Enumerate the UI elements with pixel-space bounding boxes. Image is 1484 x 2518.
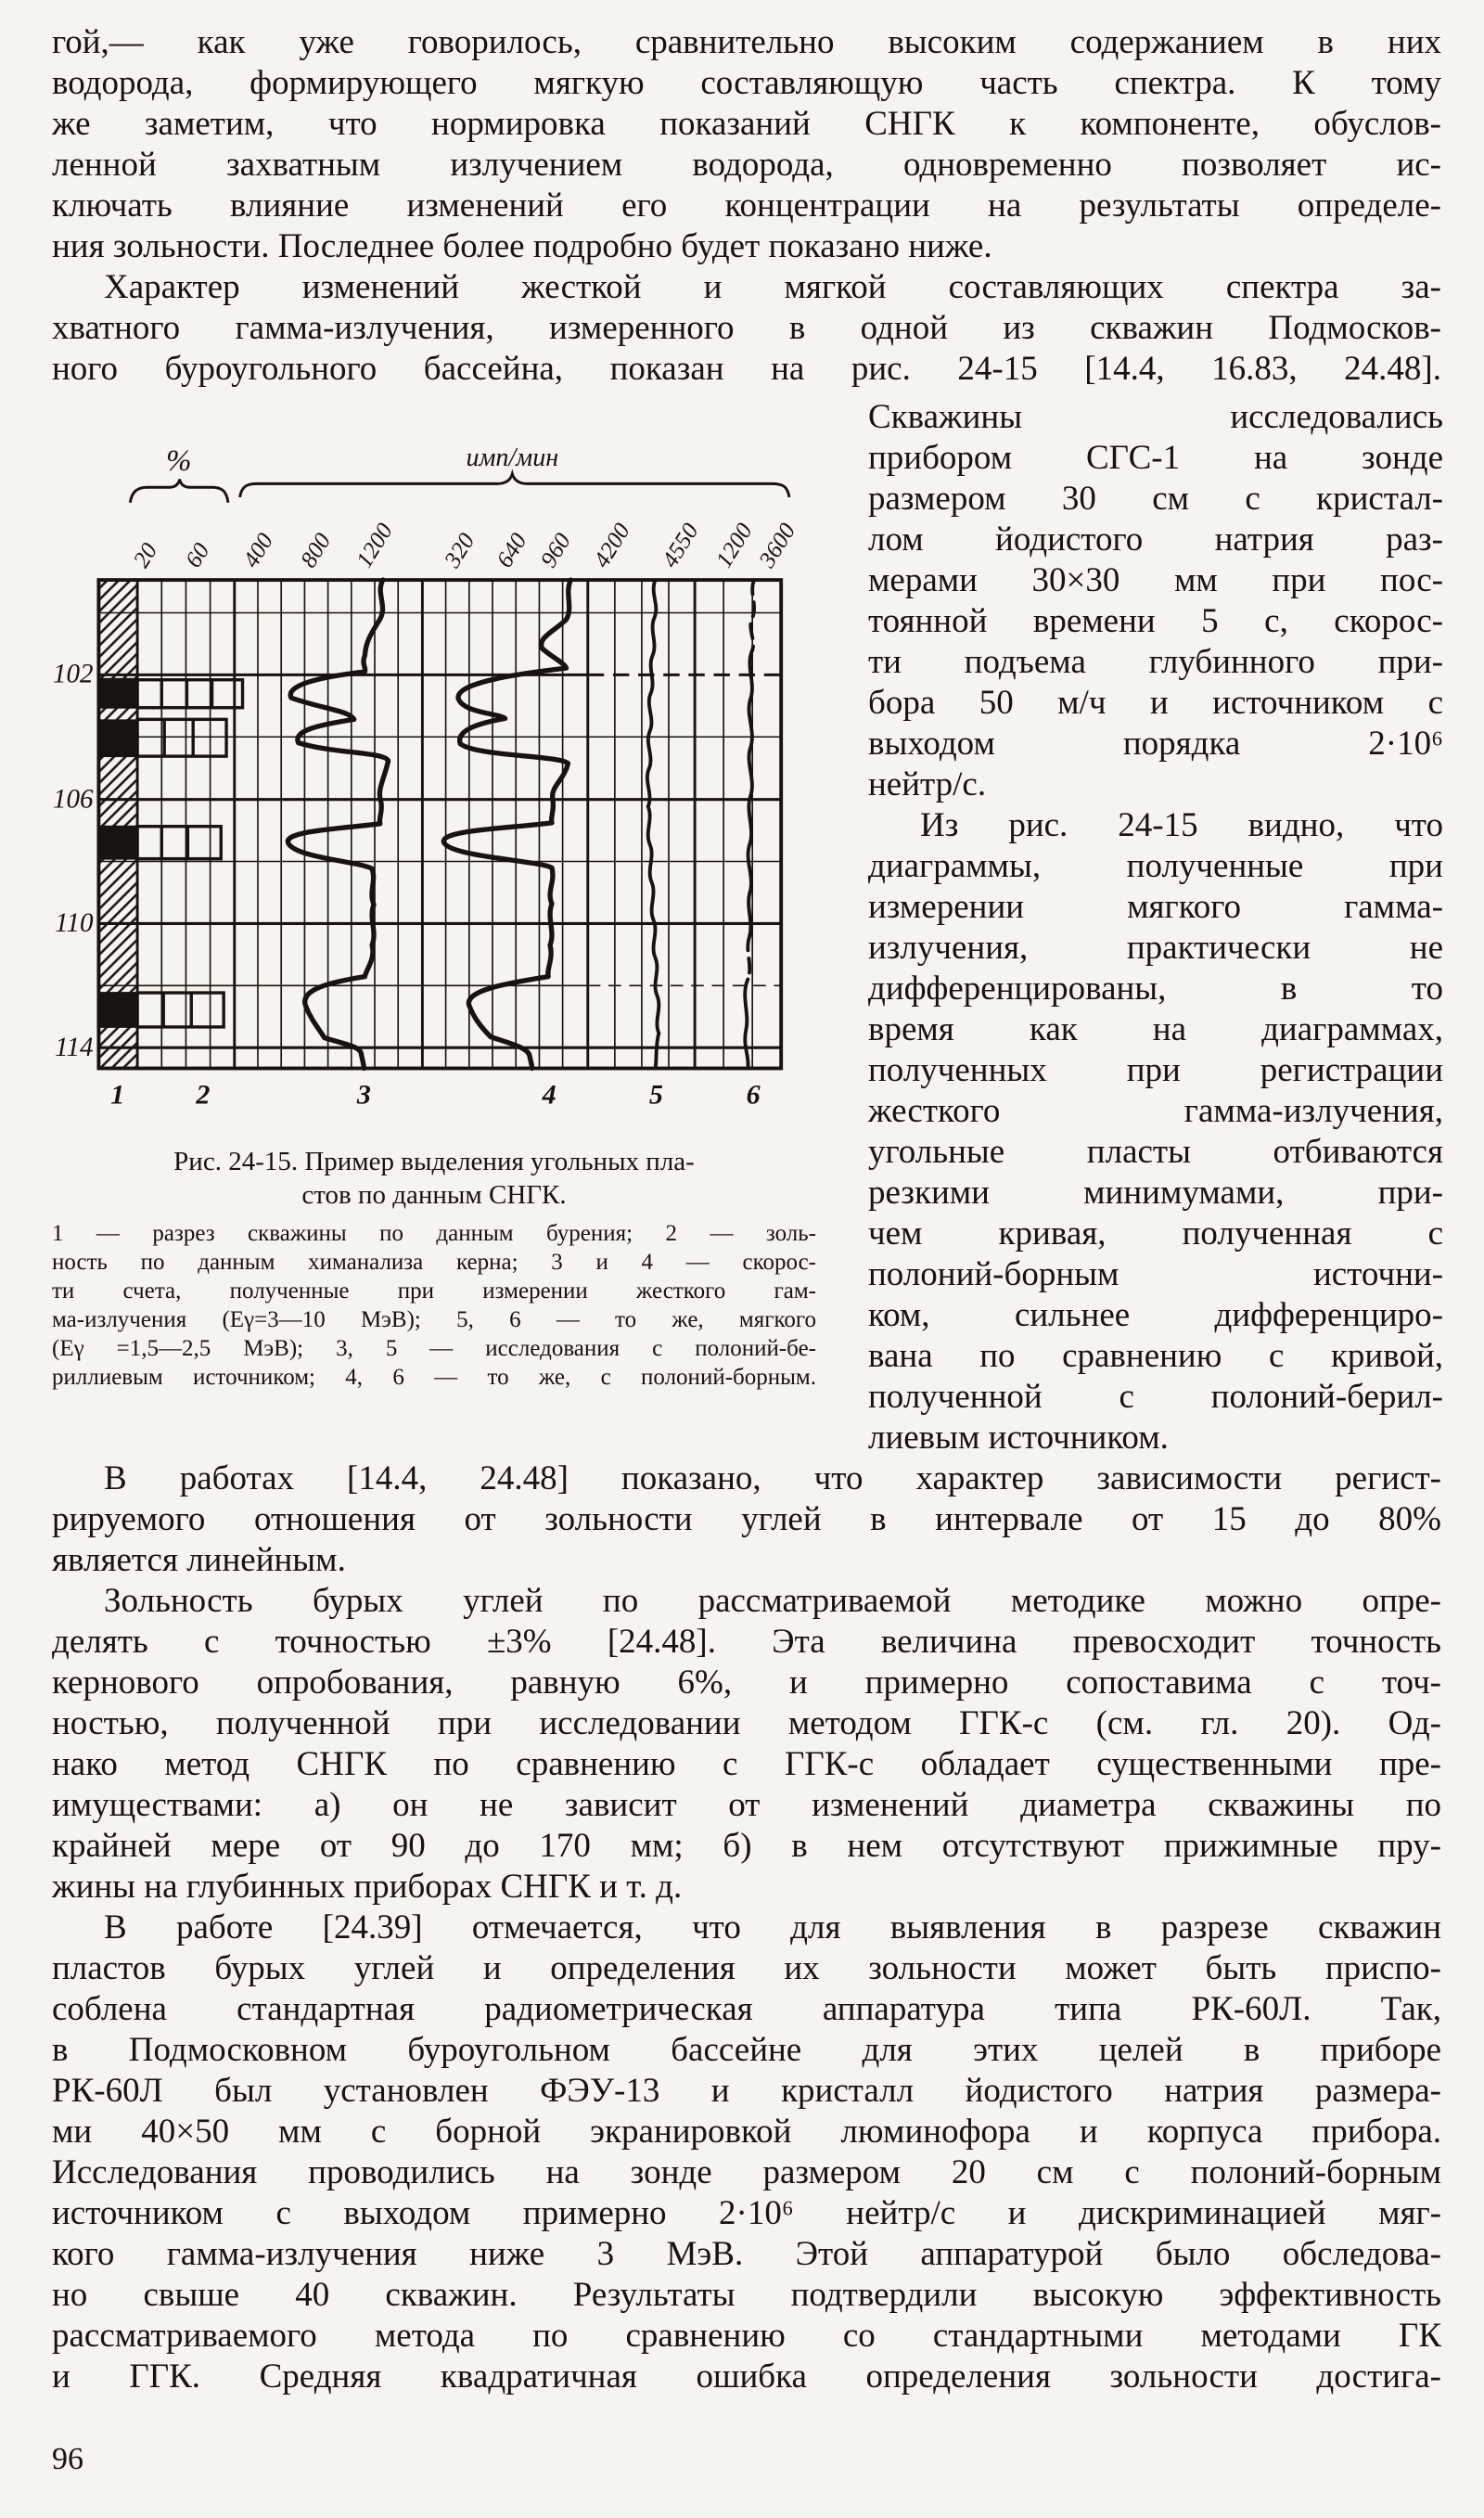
tick-label: 960 <box>536 529 577 572</box>
right-paragraph-1-line: выходом порядка 2·10⁶ <box>868 725 1443 763</box>
right-paragraph-2-line: измерении мягкого гамма- <box>868 888 1443 926</box>
right-paragraph-2-line: Из рис. 24-15 видно, что <box>920 806 1443 844</box>
figure-caption-legend <box>52 1219 816 1392</box>
right-paragraph-1-line: ти подъема глубинного при- <box>868 643 1443 681</box>
paragraph-1 <box>52 22 1441 267</box>
right-paragraph-1-line: прибором СГС-1 на зонде <box>868 439 1443 477</box>
depth-label: 110 <box>55 908 94 939</box>
paragraph-4-line: делять с точностью ±3% [24.48]. Эта величина превосходит точность <box>52 1623 1441 1661</box>
right-paragraph-2-line: вана по сравнению с кривой, <box>868 1337 1443 1375</box>
grid-vertical-lines <box>137 580 752 1068</box>
figure-column <box>52 393 816 1458</box>
paragraph-5-line: в Подмосковном буроугольном бассейне для этих целей в приборе <box>52 2031 1441 2069</box>
paragraph-1-line: гой,— как уже говорилось, сравнительно высоким содержанием в них <box>52 23 1441 61</box>
paragraph-3-line: является линейным. <box>52 1541 346 1579</box>
paragraph-1-line: ключать влияние изменений его концентрации на результаты определе- <box>52 186 1441 225</box>
paragraph-1-line: ния зольности. Последнее более подробно будет показано ниже. <box>52 227 992 265</box>
track-number: 1 <box>110 1078 125 1111</box>
paragraph-3-line: В работах [14.4, 24.48] показано, что характер зависимости регист- <box>104 1459 1441 1497</box>
right-paragraph-1-line: нейтр/с. <box>868 765 987 803</box>
right-paragraph-2-line: дифференцированы, в то <box>868 970 1443 1008</box>
right-paragraph-1 <box>868 397 1443 805</box>
figure-caption-legend-line: ма-излучения (Eγ=3—10 МэВ); 5, 6 — то же, мягкого <box>52 1307 816 1333</box>
paragraph-5-line: пластов бурых углей и определения их зольности может быть приспо- <box>52 1949 1441 1987</box>
figure-caption-legend-line: 1 — разрез скважины по данным бурения; 2 — золь- <box>52 1221 816 1247</box>
page-number: 96 <box>52 2442 83 2476</box>
right-paragraph-1-line: лом йодистого натрия раз- <box>868 520 1443 559</box>
paragraph-1-line: ленной захватным излучением водорода, одновременно позволяет ис- <box>52 146 1441 184</box>
plot-border <box>98 580 781 1068</box>
paragraph-5-line: ми 40×50 мм с борной экранировкой люминофора и корпуса прибора. <box>52 2113 1441 2151</box>
figure-and-column-row <box>52 393 1441 1458</box>
right-paragraph-1-line: Скважины исследовались <box>868 398 1443 436</box>
depth-label: 114 <box>55 1032 94 1062</box>
right-paragraph-2-line: ком, сильнее дифференциро- <box>868 1296 1443 1334</box>
right-paragraph-2-line: излучения, практически не <box>868 929 1443 967</box>
right-paragraph-2-line: жесткого гамма-излучения, <box>868 1092 1443 1130</box>
curve-3-hard-gamma-po-be <box>288 580 388 1068</box>
log-curves <box>288 580 754 1068</box>
paragraph-3 <box>52 1458 1441 1581</box>
ash-content-bars <box>137 680 242 1027</box>
paragraph-4-line: имуществами: а) он не зависит от изменений диаметра скважины по <box>52 1786 1441 1824</box>
tick-label: 4550 <box>658 519 704 572</box>
paragraph-5-line: кого гамма-излучения ниже 3 МэВ. Этой аппаратурой было обследова- <box>52 2235 1441 2273</box>
scale-tick-labels <box>129 519 801 572</box>
right-paragraph-1-line: бора 50 м/ч и источником с <box>868 684 1443 722</box>
tick-label: 60 <box>181 538 215 572</box>
paragraph-1-line: водорода, формирующего мягкую составляющую часть спектра. К тому <box>52 64 1441 102</box>
paragraph-2-line: ного буроугольного бассейна, показан на рис. 24-15 [14.4, 16.83, 24.48]. <box>52 350 1441 388</box>
curve-5-soft-gamma-po-be <box>647 580 659 1068</box>
paragraph-4-line: Зольность бурых углей по рассматриваемой методике можно опре- <box>104 1582 1441 1620</box>
tick-label: 320 <box>440 529 480 572</box>
tick-label: 800 <box>296 529 337 572</box>
scale-braces <box>130 474 789 503</box>
paragraph-2 <box>52 267 1441 390</box>
depth-label: 106 <box>52 784 94 815</box>
paragraph-4-line: кернового опробования, равную 6%, и примерно сопоставима с точ- <box>52 1664 1441 1702</box>
grid-horizontal-lines <box>98 612 781 1047</box>
depth-labels <box>53 660 94 1062</box>
paragraph-3-line: рируемого отношения от зольности углей в интервале от 15 до 80% <box>52 1500 1441 1538</box>
paragraph-4-line: ностью, полученной при исследовании методом ГГК-с (см. гл. 20). Од- <box>52 1704 1441 1742</box>
curve-4-hard-gamma-po-b <box>443 580 570 1068</box>
paragraph-5-line: и ГГК. Средняя квадратичная ошибка определения зольности достига- <box>52 2357 1441 2396</box>
right-column <box>868 393 1443 1458</box>
right-paragraph-2-line: полоний-борным источни- <box>868 1255 1443 1293</box>
figure-caption <box>52 1145 816 1392</box>
paragraph-5 <box>52 1908 1441 2397</box>
right-paragraph-2-line: чем кривая, полученная с <box>868 1214 1443 1253</box>
track-numbers <box>110 1078 761 1110</box>
counts-scale-label: имп/мин <box>466 443 559 472</box>
paragraph-2-line: хватного гамма-излучения, измеренного в одной из скважин Подмосков- <box>52 309 1441 347</box>
figure-caption-legend-line: ти счета, полученные при измерении жесткого гам- <box>52 1278 816 1304</box>
track-number: 2 <box>196 1078 211 1111</box>
right-paragraph-2-line: полученных при регистрации <box>868 1051 1443 1089</box>
tick-label: 1200 <box>711 519 758 572</box>
figure-caption-title <box>52 1145 816 1212</box>
right-paragraph-1-line: тоянной времени 5 с, скорос- <box>868 602 1443 640</box>
paragraph-4 <box>52 1581 1441 1908</box>
paragraph-5-line: источником с выходом примерно 2·10⁶ нейтр/с и дискриминацией мяг- <box>52 2194 1441 2232</box>
tick-label: 1200 <box>352 519 399 572</box>
right-paragraph-1-line: размером 30 см с кристал- <box>868 480 1443 518</box>
right-paragraph-2-line: диаграммы, полученные при <box>868 847 1443 885</box>
right-paragraph-2-line: лиевым источником. <box>868 1419 1169 1457</box>
right-paragraph-2-line: полученной с полоний-берил- <box>868 1378 1443 1416</box>
track-number: 4 <box>542 1078 556 1111</box>
paragraph-5-line: рассматриваемого метода по сравнению со стандартными методами ГК <box>52 2317 1441 2355</box>
figure-caption-title-line: Рис. 24-15. Пример выделения угольных пла- <box>173 1147 695 1177</box>
paragraph-5-line: соблена стандартная радиометрическая аппаратура типа РК-60Л. Так, <box>52 1990 1441 2028</box>
tick-label: 640 <box>492 529 532 572</box>
right-paragraph-2-line: резкими минимумами, при- <box>868 1174 1443 1212</box>
track-number: 5 <box>648 1078 663 1111</box>
paragraph-5-line: РК-60Л был установлен ФЭУ-13 и кристалл йодистого натрия размера- <box>52 2072 1441 2110</box>
well-log-figure <box>52 436 816 1137</box>
tick-label: 4200 <box>589 519 635 572</box>
tick-label: 3600 <box>754 519 801 572</box>
paragraph-5-line: но свыше 40 скважин. Результаты подтвердили высокую эффективность <box>52 2276 1441 2314</box>
paragraph-4-line: нако метод СНГК по сравнению с ГГК-с обладает существенными пре- <box>52 1745 1441 1783</box>
paragraph-1-line: же заметим, что нормировка показаний СНГК к компоненте, обуслов- <box>52 105 1441 143</box>
paragraph-4-line: жины на глубинных приборах СНГК и т. д. <box>52 1868 683 1906</box>
lithology-column <box>98 580 137 1068</box>
paragraph-5-line: В работе [24.39] отмечается, что для выявления в разрезе скважин <box>104 1908 1441 1946</box>
figure-caption-legend-line: (Eγ =1,5—2,5 МэВ); 3, 5 — исследования с полоний-бе- <box>52 1336 816 1362</box>
right-paragraph-2-line: угольные пласты отбиваются <box>868 1133 1443 1171</box>
percent-scale-label: % <box>165 443 192 478</box>
figure-caption-legend-line: риллиевым источником; 4, 6 — то же, с полоний-борным. <box>52 1365 816 1391</box>
right-paragraph-2-line: время как на диаграммах, <box>868 1010 1443 1048</box>
paragraph-5-line: Исследования проводились на зонде размером 20 см с полоний-борным <box>52 2153 1441 2191</box>
track-number: 6 <box>746 1078 761 1111</box>
paragraph-2-line: Характер изменений жесткой и мягкой составляющих спектра за- <box>104 268 1441 306</box>
figure-caption-title-line: стов по данным СНГК. <box>301 1180 567 1211</box>
tick-label: 400 <box>238 529 279 572</box>
depth-label: 102 <box>52 659 94 689</box>
figure-caption-legend-line: ность по данным химанализа керна; 3 и 4 — скорос- <box>52 1250 816 1276</box>
right-paragraph-1-line: мерами 30×30 мм при пос- <box>868 561 1443 599</box>
track-number: 3 <box>356 1078 371 1111</box>
paragraph-4-line: крайней мере от 90 до 170 мм; б) в нем отсутствуют прижимные пру- <box>52 1827 1441 1865</box>
right-paragraph-2 <box>868 805 1443 1458</box>
tick-label: 20 <box>129 538 163 572</box>
